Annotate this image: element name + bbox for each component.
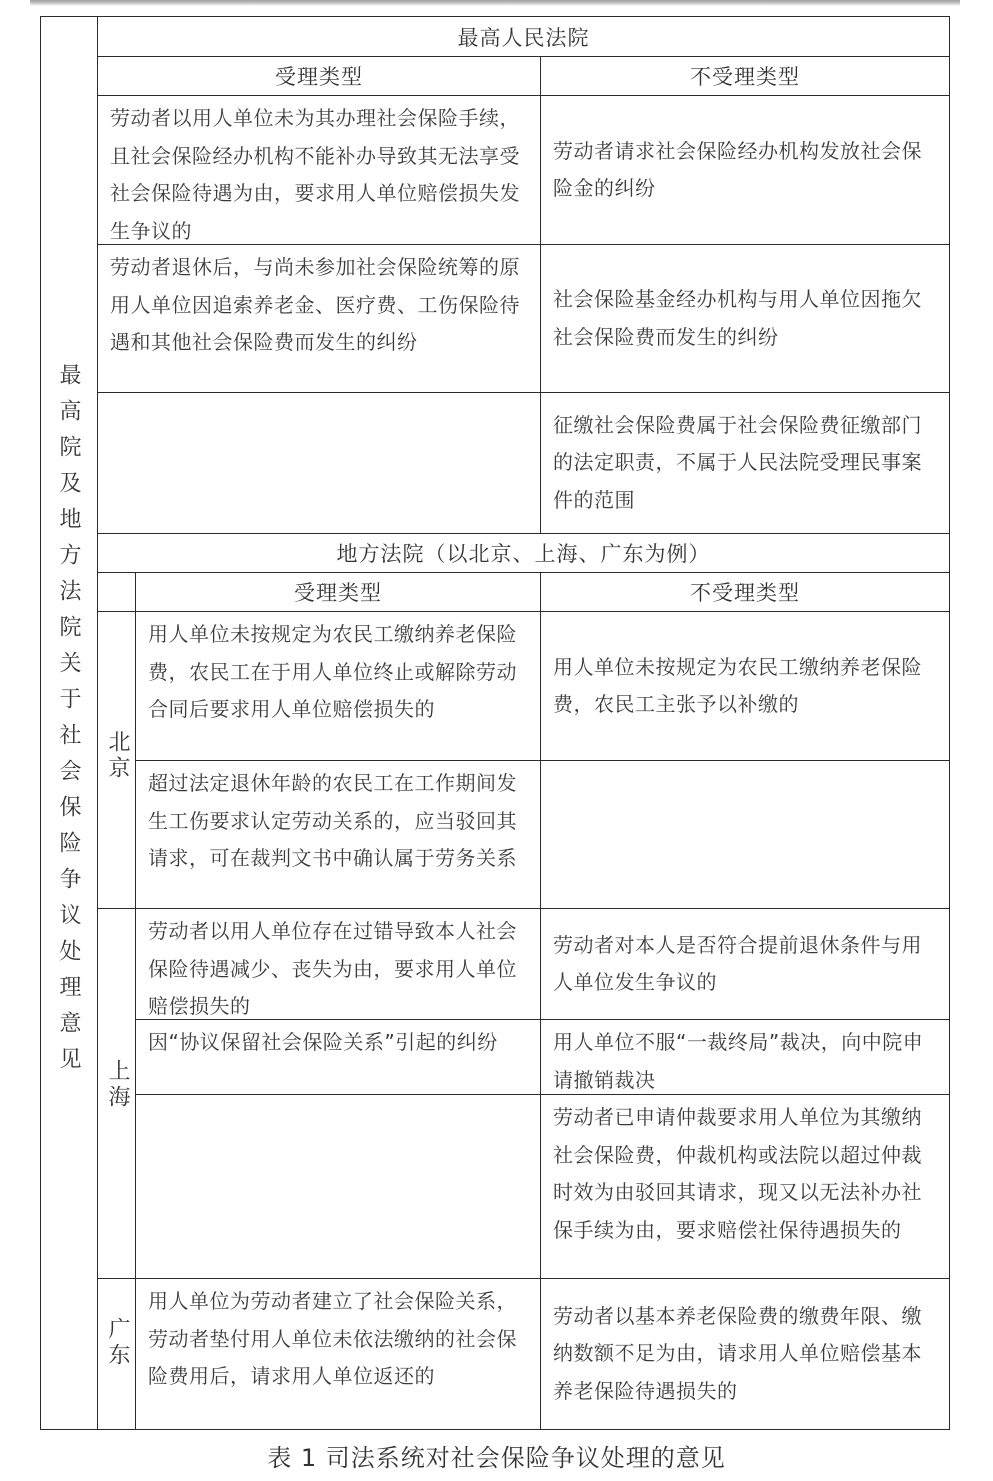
cropped-top-edge <box>30 0 960 6</box>
local-courts-title: 地方法院（以北京、上海、广东为例） <box>97 533 950 573</box>
supreme-court-title: 最高人民法院 <box>97 16 950 57</box>
guangdong-reject-1-text: 劳动者以基本养老保险费的缴费年限、缴纳数额不足为由，请求用人单位赔偿基本养老保险待遇损失的 <box>553 1303 922 1403</box>
supreme-accept-3 <box>97 392 541 534</box>
beijing-reject-1-text: 用人单位未按规定为农民工缴纳养老保险费，农民工主张予以补缴的 <box>553 654 922 716</box>
local-reject-header: 不受理类型 <box>540 572 950 612</box>
shanghai-accept-2: 因“协议保留社会保险关系”引起的纠纷 <box>135 1019 541 1095</box>
beijing-reject-1 <box>540 611 950 761</box>
supreme-reject-3-text: 征缴社会保险费属于社会保险费征缴部门的法定职责，不属于人民法院受理民事案件的范围 <box>553 412 922 512</box>
beijing-accept-1: 用人单位未按规定为农民工缴纳养老保险费，农民工在于用人单位终止或解除劳动合同后要求用人单位赔偿损失的 <box>135 611 541 761</box>
shanghai-reject-1 <box>540 908 950 1020</box>
region-guangdong <box>97 1278 136 1430</box>
local-header-spacer <box>97 572 136 612</box>
shanghai-accept-1: 劳动者以用人单位存在过错导致本人社会保险待遇减少、丧失为由，要求用人单位赔偿损失的 <box>135 908 541 1020</box>
supreme-accept-header: 受理类型 <box>97 56 541 96</box>
shanghai-reject-2: 用人单位不服“一裁终局”裁决，向中院申请撤销裁决 <box>540 1019 950 1095</box>
beijing-reject-2 <box>540 760 950 909</box>
guangdong-accept-1: 用人单位为劳动者建立了社会保险关系，劳动者垫付用人单位未依法缴纳的社会保险费用后，请求用人单位返还的 <box>135 1278 541 1430</box>
supreme-reject-1-text: 劳动者请求社会保险经办机构发放社会保险金的纠纷 <box>553 138 922 200</box>
beijing-accept-2: 超过法定退休年龄的农民工在工作期间发生工伤要求认定劳动关系的，应当驳回其请求，可在裁判文书中确认属于劳务关系 <box>135 760 541 909</box>
supreme-reject-1 <box>540 95 950 245</box>
supreme-reject-2-text: 社会保险基金经办机构与用人单位因拖欠社会保险费而发生的纠纷 <box>553 287 922 349</box>
supreme-reject-2 <box>540 244 950 393</box>
supreme-reject-header: 不受理类型 <box>540 56 950 96</box>
shanghai-accept-3 <box>135 1094 541 1279</box>
side-label: 最高院及地方法院关于社会保险争议处理意见 <box>56 363 81 1083</box>
guangdong-reject-1 <box>540 1278 950 1430</box>
region-beijing-label: 北京 <box>105 730 130 782</box>
region-shanghai <box>97 908 136 1279</box>
supreme-accept-1: 劳动者以用人单位未为其办理社会保险手续，且社会保险经办机构不能补办导致其无法享受社会保险待遇为由，要求用人单位赔偿损失发生争议的 <box>97 95 541 245</box>
region-guangdong-label: 广东 <box>105 1317 130 1369</box>
supreme-reject-3 <box>540 392 950 534</box>
shanghai-reject-3: 劳动者已申请仲裁要求用人单位为其缴纳社会保险费，仲裁机构或法院以超过仲裁时效为由驳回其请求，现又以无法补办社保手续为由，要求赔偿社保待遇损失的 <box>540 1094 950 1279</box>
region-shanghai-label: 上海 <box>105 1059 130 1111</box>
local-accept-header: 受理类型 <box>135 572 541 612</box>
supreme-accept-2: 劳动者退休后，与尚未参加社会保险统筹的原用人单位因追索养老金、医疗费、工伤保险待遇和其他社会保险费而发生的纠纷 <box>97 244 541 393</box>
region-beijing <box>97 611 136 909</box>
side-label-cell <box>40 16 98 1430</box>
shanghai-reject-1-text: 劳动者对本人是否符合提前退休条件与用人单位发生争议的 <box>553 932 922 994</box>
table-caption: 表 1 司法系统对社会保险争议处理的意见 <box>267 1444 726 1472</box>
